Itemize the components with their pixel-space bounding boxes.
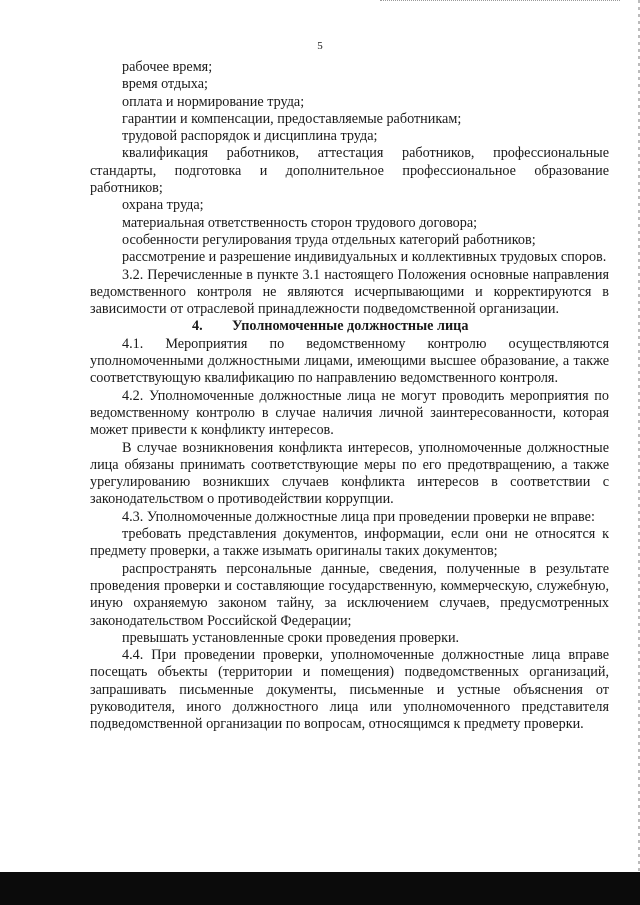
paragraph: В случае возникновения конфликта интересов, уполномоченные должностные лица обязаны принимать соответствующие меры по его предотвращению, а также урегулированию возникших случаев конфликта интересов в соответствии с законодательством о противодействии коррупции. [90,439,609,508]
section-heading [90,318,609,335]
scan-bottom-bar [0,872,640,905]
list-item: время отдыха; [122,76,208,93]
scan-top-edge [380,0,620,4]
list-item: рассмотрение и разрешение индивидуальных и коллективных трудовых споров. [122,249,607,266]
section-title: Уполномоченные должностные лица [232,318,469,335]
section-number: 4. [192,318,203,335]
paragraph: 4.3. Уполномоченные должностные лица при проведении проверки не вправе: [122,508,595,525]
list-item: квалификация работников, аттестация работников, профессиональные стандарты, подготовка и дополнительное профессиональное образование работников; [90,145,609,197]
paragraph: распространять персональные данные, сведения, полученные в результате проведения проверки и составляющие государственную, коммерческую, служебную, иную охраняемую законом тайну, за исключением случаев, предусмотренных законодательством Российской Федерации; [90,560,609,629]
paragraph: требовать представления документов, информации, если они не относятся к предмету проверки, а также изымать оригиналы таких документов; [90,526,609,560]
list-item: рабочее время; [122,59,213,75]
paragraph: 4.2. Уполномоченные должностные лица не могут проводить мероприятия по ведомственному контролю в случае наличия личной заинтересованности, которая может привести к конфликту интересов. [90,387,609,439]
list-item: охрана труда; [122,197,204,214]
list-item: гарантии и компенсации, предоставляемые работникам; [122,110,462,127]
paragraph: 4.4. При проведении проверки, уполномоченные должностные лица вправе посещать объекты (территории и помещения) подведомственных организаций, запрашивать письменные документы, письменные и устные объяснения от руководителя, иного должностного лица или уполномоченного представителя подведомственной организации по вопросам, относящимся к предмету проверки. [90,647,609,733]
list-item: особенности регулирования труда отдельных категорий работников; [122,231,536,248]
document-body [90,59,609,734]
page-number: 5 [317,40,323,52]
paragraph: 4.1. Мероприятия по ведомственному контролю осуществляются уполномоченными должностными лицами, имеющими высшее образование, а также соответствующую квалификацию по направлению ведомственного контроля. [90,335,609,387]
list-item: материальная ответственность сторон трудового договора; [122,214,478,231]
paragraph: превышать установленные сроки проведения проверки. [122,629,460,646]
list-item: трудовой распорядок и дисциплина труда; [122,128,378,145]
list-item: оплата и нормирование труда; [122,93,305,110]
paragraph-3-2: 3.2. Перечисленные в пункте 3.1 настоящего Положения основные направления ведомственного контроля не являются исчерпывающими и корректируются в зависимости от отраслевой принадлежности подведомственной организации. [90,266,609,318]
